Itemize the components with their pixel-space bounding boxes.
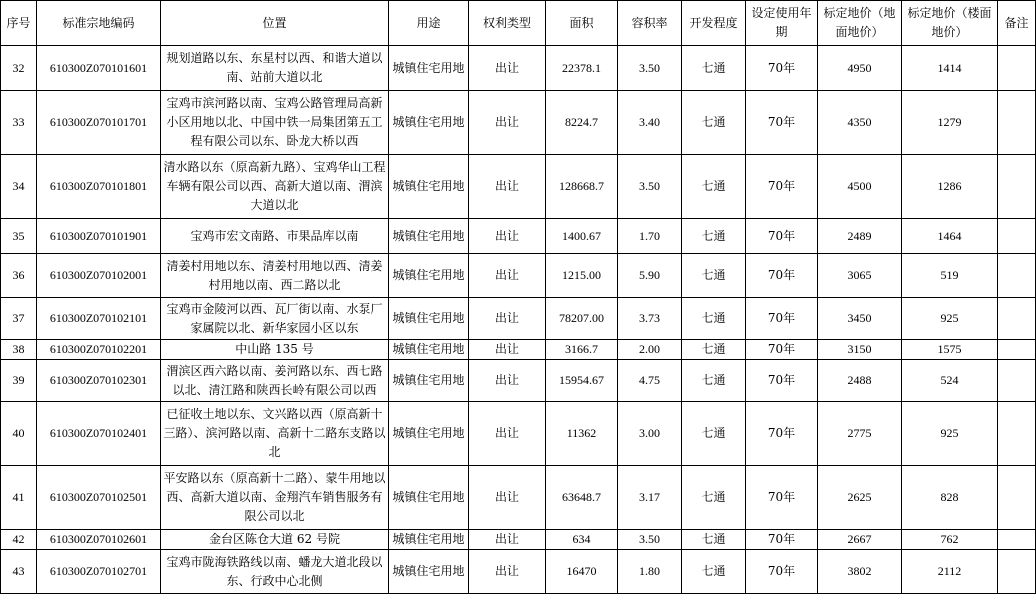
location-cell: 清姜村用地以东、清姜村用地以西、清姜村用地以南、西二路以北	[161, 254, 389, 298]
row-number-cell: 34	[1, 155, 37, 219]
location-cell: 金台区陈仓大道 62 号院	[161, 530, 389, 550]
header-row	[1, 1, 1036, 46]
location-cell: 宝鸡市金陵河以西、瓦厂街以南、水泵厂家属院以北、新华家园小区以东	[161, 298, 389, 340]
use-term-cell: 70年	[746, 46, 818, 91]
header-cell: 标定地价（地面地价）	[818, 1, 902, 46]
row-number-cell: 39	[1, 360, 37, 402]
land-price-ground-cell: 4500	[818, 155, 902, 219]
land-price-ground-cell: 2489	[818, 219, 902, 254]
use-term-cell: 70年	[746, 402, 818, 466]
remark-cell	[998, 360, 1036, 402]
floor-area-ratio-cell: 4.75	[618, 360, 682, 402]
use-term-cell: 70年	[746, 155, 818, 219]
land-code-cell: 610300Z070102101	[37, 298, 161, 340]
area-cell: 1215.00	[546, 254, 618, 298]
development-level-cell: 七通	[682, 254, 746, 298]
use-term-cell: 70年	[746, 530, 818, 550]
right-type-cell: 出让	[469, 340, 546, 360]
development-level-cell: 七通	[682, 91, 746, 155]
table-body	[1, 46, 1036, 594]
land-price-ground-cell: 3802	[818, 550, 902, 594]
use-term-cell: 70年	[746, 91, 818, 155]
land-price-floor-cell: 2112	[902, 550, 998, 594]
area-cell: 1400.67	[546, 219, 618, 254]
row-number-cell: 40	[1, 402, 37, 466]
land-price-ground-cell: 3150	[818, 340, 902, 360]
land-code-cell: 610300Z070102501	[37, 466, 161, 530]
land-price-ground-cell: 2488	[818, 360, 902, 402]
land-use-cell: 城镇住宅用地	[389, 466, 469, 530]
row-number-cell: 36	[1, 254, 37, 298]
right-type-cell: 出让	[469, 530, 546, 550]
location-cell: 清水路以东（原高新九路）、宝鸡华山工程车辆有限公司以西、高新大道以南、渭滨大道以北	[161, 155, 389, 219]
development-level-cell: 七通	[682, 530, 746, 550]
area-cell: 128668.7	[546, 155, 618, 219]
land-price-floor-cell: 1414	[902, 46, 998, 91]
land-use-cell: 城镇住宅用地	[389, 402, 469, 466]
floor-area-ratio-cell: 3.50	[618, 155, 682, 219]
header-cell: 设定使用年期	[746, 1, 818, 46]
land-use-cell: 城镇住宅用地	[389, 254, 469, 298]
floor-area-ratio-cell: 3.00	[618, 402, 682, 466]
development-level-cell: 七通	[682, 340, 746, 360]
land-price-ground-cell: 2667	[818, 530, 902, 550]
area-cell: 16470	[546, 550, 618, 594]
floor-area-ratio-cell: 3.50	[618, 46, 682, 91]
land-price-ground-cell: 3450	[818, 298, 902, 340]
remark-cell	[998, 155, 1036, 219]
location-cell: 中山路 135 号	[161, 340, 389, 360]
floor-area-ratio-cell: 3.50	[618, 530, 682, 550]
use-term-cell: 70年	[746, 360, 818, 402]
location-cell: 平安路以东（原高新十二路）、蒙牛用地以西、高新大道以南、金翔汽车销售服务有限公司以北	[161, 466, 389, 530]
development-level-cell: 七通	[682, 550, 746, 594]
table-row	[1, 155, 1036, 219]
land-price-floor-cell: 925	[902, 298, 998, 340]
table-row	[1, 298, 1036, 340]
development-level-cell: 七通	[682, 360, 746, 402]
header-cell: 序号	[1, 1, 37, 46]
table-row	[1, 402, 1036, 466]
land-use-cell: 城镇住宅用地	[389, 298, 469, 340]
land-code-cell: 610300Z070102201	[37, 340, 161, 360]
land-price-floor-cell: 524	[902, 360, 998, 402]
remark-cell	[998, 466, 1036, 530]
remark-cell	[998, 340, 1036, 360]
land-use-cell: 城镇住宅用地	[389, 340, 469, 360]
land-price-floor-cell: 1575	[902, 340, 998, 360]
land-code-cell: 610300Z070101601	[37, 46, 161, 91]
land-price-floor-cell: 1286	[902, 155, 998, 219]
land-price-floor-cell: 1279	[902, 91, 998, 155]
land-use-cell: 城镇住宅用地	[389, 530, 469, 550]
remark-cell	[998, 219, 1036, 254]
row-number-cell: 35	[1, 219, 37, 254]
remark-cell	[998, 91, 1036, 155]
remark-cell	[998, 550, 1036, 594]
location-cell: 宝鸡市陇海铁路线以南、蟠龙大道北段以东、行政中心北侧	[161, 550, 389, 594]
land-price-ground-cell: 2775	[818, 402, 902, 466]
header-cell: 开发程度	[682, 1, 746, 46]
header-cell: 位置	[161, 1, 389, 46]
land-price-ground-cell: 3065	[818, 254, 902, 298]
land-price-ground-cell: 4950	[818, 46, 902, 91]
development-level-cell: 七通	[682, 219, 746, 254]
right-type-cell: 出让	[469, 155, 546, 219]
remark-cell	[998, 402, 1036, 466]
table-row	[1, 360, 1036, 402]
right-type-cell: 出让	[469, 254, 546, 298]
location-cell: 已征收土地以东、文兴路以西（原高新十三路）、滨河路以南、高新十二路东支路以北	[161, 402, 389, 466]
right-type-cell: 出让	[469, 219, 546, 254]
land-use-cell: 城镇住宅用地	[389, 91, 469, 155]
table-row	[1, 219, 1036, 254]
header-cell: 面积	[546, 1, 618, 46]
land-code-cell: 610300Z070102601	[37, 530, 161, 550]
land-price-ground-cell: 4350	[818, 91, 902, 155]
land-code-cell: 610300Z070102401	[37, 402, 161, 466]
use-term-cell: 70年	[746, 340, 818, 360]
right-type-cell: 出让	[469, 46, 546, 91]
area-cell: 63648.7	[546, 466, 618, 530]
development-level-cell: 七通	[682, 466, 746, 530]
table-row	[1, 46, 1036, 91]
table-row	[1, 550, 1036, 594]
right-type-cell: 出让	[469, 360, 546, 402]
land-use-cell: 城镇住宅用地	[389, 46, 469, 91]
development-level-cell: 七通	[682, 402, 746, 466]
area-cell: 15954.67	[546, 360, 618, 402]
land-code-cell: 610300Z070102001	[37, 254, 161, 298]
land-code-cell: 610300Z070102301	[37, 360, 161, 402]
floor-area-ratio-cell: 5.90	[618, 254, 682, 298]
location-cell: 规划道路以东、东星村以西、和谐大道以南、站前大道以北	[161, 46, 389, 91]
land-use-cell: 城镇住宅用地	[389, 155, 469, 219]
right-type-cell: 出让	[469, 466, 546, 530]
land-price-ground-cell: 2625	[818, 466, 902, 530]
right-type-cell: 出让	[469, 91, 546, 155]
header-cell: 备注	[998, 1, 1036, 46]
table-row	[1, 254, 1036, 298]
location-cell: 宝鸡市滨河路以南、宝鸡公路管理局高新小区用地以北、中国中铁一局集团第五工程有限公司以东、卧龙大桥以西	[161, 91, 389, 155]
table-row	[1, 530, 1036, 550]
land-code-cell: 610300Z070101901	[37, 219, 161, 254]
area-cell: 634	[546, 530, 618, 550]
land-use-cell: 城镇住宅用地	[389, 550, 469, 594]
right-type-cell: 出让	[469, 402, 546, 466]
land-code-cell: 610300Z070102701	[37, 550, 161, 594]
header-cell: 标定地价（楼面地价）	[902, 1, 998, 46]
land-price-floor-cell: 925	[902, 402, 998, 466]
table-row	[1, 91, 1036, 155]
floor-area-ratio-cell: 1.80	[618, 550, 682, 594]
floor-area-ratio-cell: 1.70	[618, 219, 682, 254]
development-level-cell: 七通	[682, 298, 746, 340]
row-number-cell: 38	[1, 340, 37, 360]
row-number-cell: 32	[1, 46, 37, 91]
remark-cell	[998, 254, 1036, 298]
location-cell: 渭滨区西六路以南、姜河路以东、西七路以北、清江路和陕西长岭有限公司以西	[161, 360, 389, 402]
floor-area-ratio-cell: 2.00	[618, 340, 682, 360]
remark-cell	[998, 530, 1036, 550]
row-number-cell: 42	[1, 530, 37, 550]
development-level-cell: 七通	[682, 155, 746, 219]
land-code-cell: 610300Z070101701	[37, 91, 161, 155]
row-number-cell: 33	[1, 91, 37, 155]
remark-cell	[998, 298, 1036, 340]
use-term-cell: 70年	[746, 219, 818, 254]
area-cell: 11362	[546, 402, 618, 466]
location-cell: 宝鸡市宏文南路、市果品库以南	[161, 219, 389, 254]
use-term-cell: 70年	[746, 254, 818, 298]
floor-area-ratio-cell: 3.17	[618, 466, 682, 530]
floor-area-ratio-cell: 3.40	[618, 91, 682, 155]
land-price-floor-cell: 519	[902, 254, 998, 298]
header-cell: 容积率	[618, 1, 682, 46]
remark-cell	[998, 46, 1036, 91]
header-cell: 用途	[389, 1, 469, 46]
floor-area-ratio-cell: 3.73	[618, 298, 682, 340]
header-cell: 权利类型	[469, 1, 546, 46]
land-price-floor-cell: 1464	[902, 219, 998, 254]
use-term-cell: 70年	[746, 466, 818, 530]
area-cell: 78207.00	[546, 298, 618, 340]
right-type-cell: 出让	[469, 298, 546, 340]
land-use-cell: 城镇住宅用地	[389, 219, 469, 254]
land-use-cell: 城镇住宅用地	[389, 360, 469, 402]
header-cell: 标准宗地编码	[37, 1, 161, 46]
area-cell: 22378.1	[546, 46, 618, 91]
use-term-cell: 70年	[746, 550, 818, 594]
row-number-cell: 37	[1, 298, 37, 340]
table-row	[1, 340, 1036, 360]
use-term-cell: 70年	[746, 298, 818, 340]
area-cell: 8224.7	[546, 91, 618, 155]
development-level-cell: 七通	[682, 46, 746, 91]
right-type-cell: 出让	[469, 550, 546, 594]
area-cell: 3166.7	[546, 340, 618, 360]
land-price-floor-cell: 828	[902, 466, 998, 530]
land-code-cell: 610300Z070101801	[37, 155, 161, 219]
table-row	[1, 466, 1036, 530]
land-price-floor-cell: 762	[902, 530, 998, 550]
row-number-cell: 41	[1, 466, 37, 530]
row-number-cell: 43	[1, 550, 37, 594]
